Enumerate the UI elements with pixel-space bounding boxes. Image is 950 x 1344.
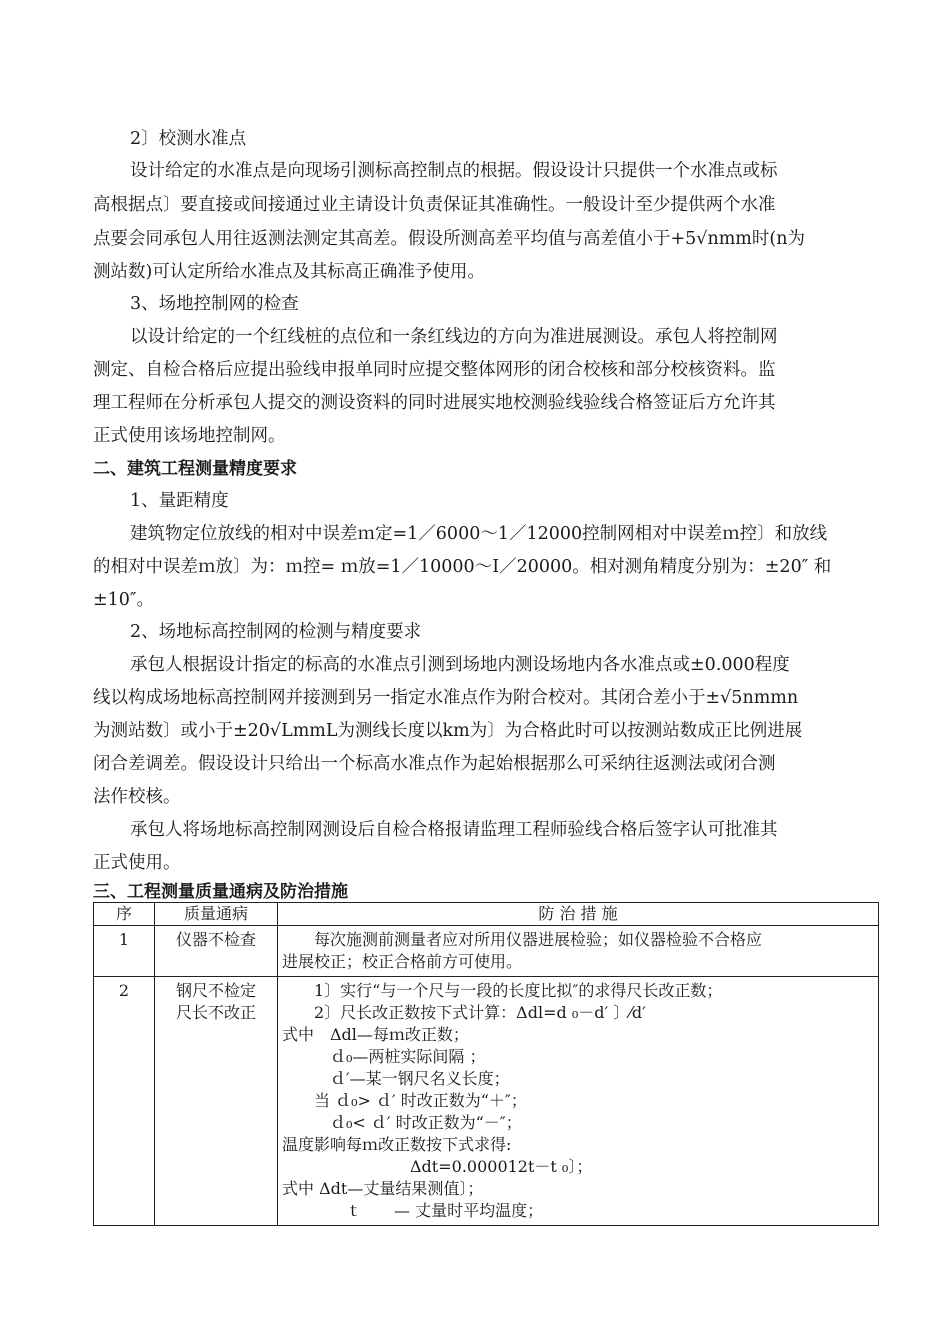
measure-line: ｄ₀—两桩实际间隔 ； bbox=[282, 1047, 486, 1066]
paragraph-line: 建筑物定位放线的相对中误差ｍ定=1／6000～1／12000控制网相对中误差ｍ控〕和放线 bbox=[130, 524, 828, 544]
row-measures bbox=[278, 977, 879, 1226]
measure-line: ｄ′—某一钢尺名义长度； bbox=[282, 1069, 510, 1088]
measure-line: ｔ — 丈量时平均温度； bbox=[282, 1201, 544, 1220]
paragraph-line: 点要会同承包人用往返测法测定其高差。假设所测高差平均值与高差值小于+5√nmm时(n为 bbox=[93, 229, 806, 249]
paragraph-line: 设计给定的水准点是向现场引测标高控制点的根据。假设设计只提供一个水准点或标 bbox=[130, 161, 778, 181]
measure-line: 进展校正；校正合格前方可使用。 bbox=[282, 952, 523, 971]
table-header-row bbox=[94, 903, 879, 926]
subsection-title: 3、场地控制网的检查 bbox=[130, 294, 299, 314]
paragraph-line: 正式使用该场地控制网。 bbox=[93, 426, 286, 446]
row-number: 1 bbox=[94, 926, 155, 977]
paragraph-line: 为测站数〕或小于±20√LmmL为测线长度以km为〕为合格此时可以按测站数成正比例进展 bbox=[93, 721, 803, 741]
measure-line: 1〕实行“与一个尺与一段的长度比拟″的求得尺长改正数； bbox=[282, 981, 723, 1000]
paragraph-line: ±10″。 bbox=[93, 590, 154, 610]
paragraph-line: 闭合差调差。假设设计只给出一个标高水准点作为起始根据那么可采纳往返测法或闭合测 bbox=[93, 754, 776, 774]
header-no: 序 bbox=[94, 903, 155, 926]
paragraph-line: 高根据点〕要直接或间接通过业主请设计负责保证其准确性。一般设计至少提供两个水准 bbox=[93, 195, 776, 215]
paragraph-line: 测定、自检合格后应提出验线申报单同时应提交整体网形的闭合校核和部分校核资料。监 bbox=[93, 360, 776, 380]
section-heading: 三、工程测量质量通病及防治措施 bbox=[93, 882, 348, 902]
paragraph-line: 线以构成场地标高控制网并接测到另一指定水准点作为附合校对。其闭合差小于±√5nmmn bbox=[93, 688, 799, 708]
paragraph-line: 测站数)可认定所给水准点及其标高正确准予使用。 bbox=[93, 262, 485, 282]
paragraph-line: 的相对中误差ｍ放〕为：ｍ控= ｍ放=1／10000～I／20000。相对测角精度分别为：±20″ 和 bbox=[93, 557, 832, 577]
section-heading: 二、建筑工程测量精度要求 bbox=[93, 459, 297, 479]
table-row bbox=[94, 977, 879, 1226]
row-measures bbox=[278, 926, 879, 977]
row-number: 2 bbox=[94, 977, 155, 1226]
measure-line: 式中 Δdl—每ｍ改正数； bbox=[282, 1025, 469, 1044]
header-defect: 质量通病 bbox=[155, 903, 278, 926]
measure-line: 式中 Δdt—丈量结果测值〕； bbox=[282, 1179, 484, 1198]
paragraph-line: 正式使用。 bbox=[93, 853, 181, 873]
paragraph-line: 承包人将场地标高控制网测设后自检合格报请监理工程师验线合格后签字认可批准其 bbox=[130, 820, 778, 840]
row-defect: 钢尺不检定 尺长不改正 bbox=[155, 977, 278, 1226]
measure-line: Δdt=0.000012t－t ₀〕； bbox=[282, 1157, 593, 1176]
paragraph-line: 承包人根据设计指定的标高的水准点引测到场地内测设场地内各水准点或±0.000程度 bbox=[130, 655, 790, 675]
measure-line: 每次施测前测量者应对所用仪器进展检验；如仪器检验不合格应 bbox=[282, 930, 763, 949]
subsection-title: 2、场地标高控制网的检测与精度要求 bbox=[130, 622, 422, 642]
header-measures: 防 治 措 施 bbox=[278, 903, 879, 926]
measure-line: 2〕尺长改正数按下式计算：Δdl=d ₀－d′ 〕⁄d′ bbox=[282, 1003, 646, 1022]
measure-line: 温度影响每ｍ改正数按下式求得: bbox=[282, 1135, 512, 1154]
paragraph-line: 理工程师在分析承包人提交的测设资料的同时进展实地校测验线验线合格签证后方允许其 bbox=[93, 393, 776, 413]
subsection-title: 2〕校测水准点 bbox=[130, 129, 247, 149]
row-defect: 仪器不检查 bbox=[155, 926, 278, 977]
paragraph-line: 以设计给定的一个红线桩的点位和一条红线边的方向为准进展测设。承包人将控制网 bbox=[130, 327, 778, 347]
table-row bbox=[94, 926, 879, 977]
measure-line: ｄ₀< ｄ′ 时改正数为“－″； bbox=[282, 1113, 522, 1132]
defects-table bbox=[93, 902, 879, 1226]
subsection-title: 1、量距精度 bbox=[130, 491, 229, 511]
measure-line: 当 ｄ₀> ｄ′ 时改正数为“＋″； bbox=[282, 1091, 527, 1110]
paragraph-line: 法作校核。 bbox=[93, 787, 181, 807]
